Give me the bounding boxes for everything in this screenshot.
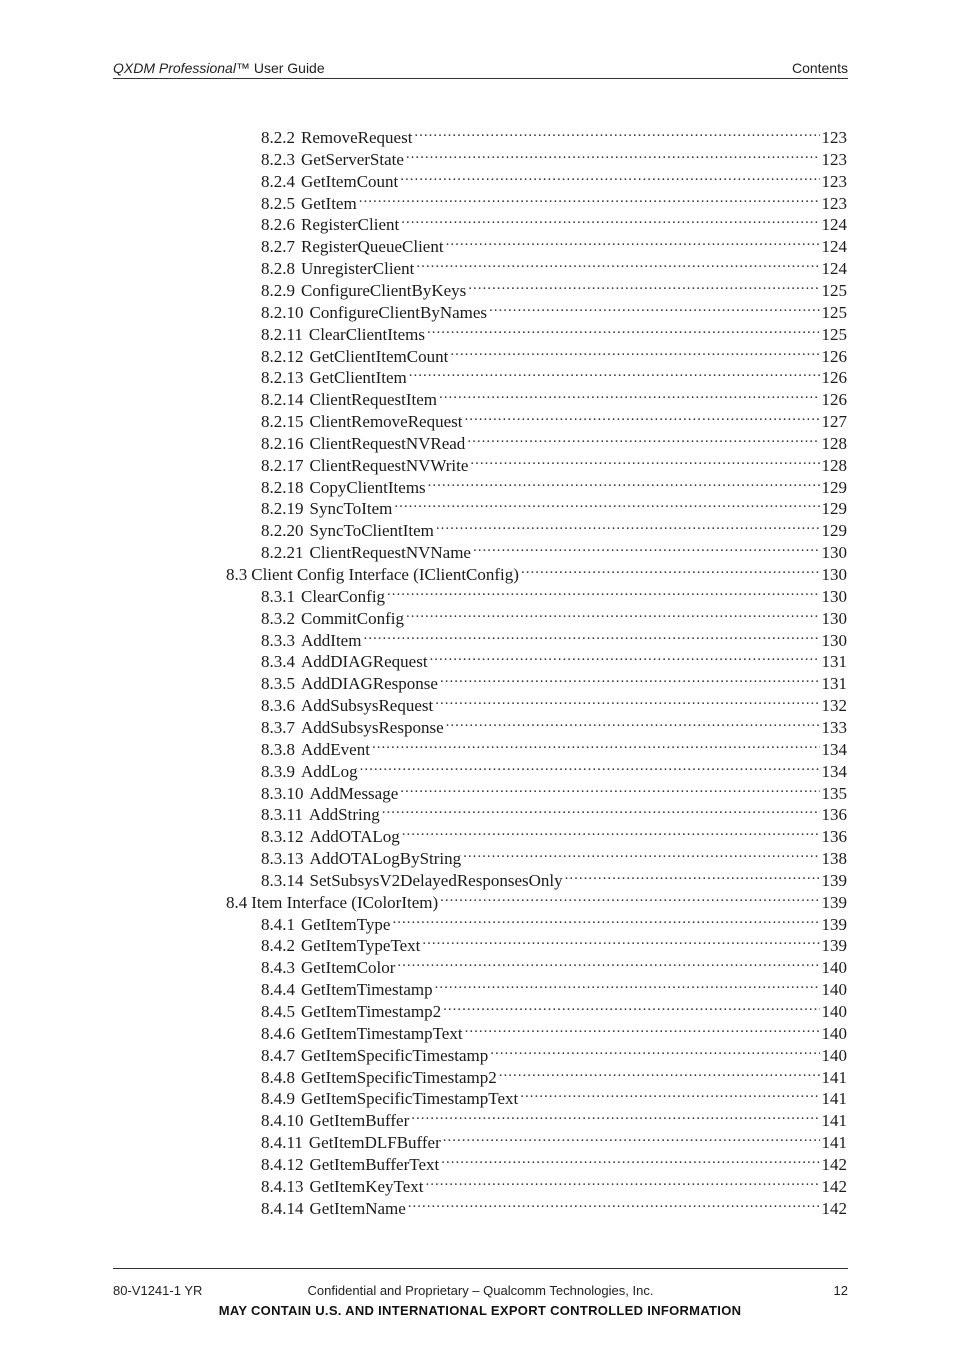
toc-entry-title: GetClientItemCount (309, 346, 449, 366)
toc-entry-number: 8.4 (226, 892, 248, 912)
toc-entry-number: 8.2.15 (261, 412, 304, 432)
toc-entry[interactable] (261, 624, 847, 650)
toc-dot-leader (430, 645, 820, 667)
toc-dot-leader (392, 908, 819, 930)
toc-entry-number: 8.2.2 (261, 128, 295, 147)
toc-dot-leader (387, 580, 819, 602)
toc-dot-leader (363, 624, 819, 646)
toc-entry-title: GetItemTypeText (301, 936, 421, 956)
toc-dot-leader (468, 274, 819, 296)
toc-dot-leader (427, 318, 819, 340)
toc-entry-number: 8.2.4 (261, 171, 295, 191)
toc-entry-title: GetItemColor (301, 958, 396, 978)
toc-entry-title: CopyClientItems (309, 477, 426, 497)
toc-entry-page: 141 (821, 1067, 847, 1087)
toc-entry-number: 8.4.9 (261, 1089, 295, 1109)
toc-entry-number: 8.2.21 (261, 543, 304, 563)
toc-entry-page: 130 (821, 608, 847, 628)
toc-entry-page: 126 (821, 368, 847, 388)
toc-entry-number: 8.4.1 (261, 914, 295, 934)
toc-entry[interactable] (261, 165, 847, 191)
toc-entry-page: 128 (821, 455, 847, 475)
toc-entry-page: 135 (821, 783, 847, 803)
toc-dot-leader (465, 1017, 820, 1039)
toc-entry-title: GetItemSpecificTimestamp (301, 1045, 489, 1065)
header-section: Contents (791, 60, 848, 76)
toc-entry-number: 8.4.14 (261, 1198, 304, 1218)
toc-entry-number: 8.4.3 (261, 958, 295, 978)
toc-entry-page: 123 (821, 149, 847, 169)
toc-entry-title: GetItem (301, 193, 357, 213)
toc-entry[interactable] (261, 580, 847, 606)
toc-entry-title: AddString (308, 805, 380, 825)
toc-entry-page: 124 (821, 215, 847, 235)
toc-entry-page: 139 (821, 870, 847, 890)
toc-entry-number: 8.3.1 (261, 586, 295, 606)
toc-entry[interactable] (261, 689, 847, 716)
toc-dot-leader (436, 514, 820, 536)
toc-dot-leader (402, 820, 820, 842)
toc-entry-number: 8.4.12 (261, 1154, 304, 1174)
toc-entry-title: AddEvent (301, 739, 370, 759)
toc-dot-leader (565, 864, 820, 886)
toc-dot-leader (394, 492, 819, 514)
toc-entry-title: Item Interface (IColorItem) (251, 892, 439, 912)
footer-confidential: Confidential and Proprietary – Qualcomm Technologies, Inc. (307, 1283, 654, 1298)
toc-entry[interactable] (261, 864, 847, 890)
toc-entry[interactable] (261, 449, 847, 475)
toc-entry-number: 8.4.13 (261, 1176, 304, 1196)
toc-entry-title: GetItemTimestamp2 (301, 1002, 442, 1021)
toc-entry-number: 8.4.7 (261, 1045, 295, 1065)
toc-entry[interactable] (261, 711, 847, 737)
toc-entry[interactable] (261, 230, 847, 257)
toc-entry-page: 140 (821, 958, 847, 978)
toc-entry-number: 8.3.7 (261, 717, 295, 737)
toc-entry-number: 8.4.5 (261, 1002, 295, 1021)
toc-entry-number: 8.3.9 (261, 761, 295, 781)
toc-entry[interactable] (261, 1104, 847, 1131)
toc-entry[interactable] (261, 514, 847, 541)
toc-entry-page: 123 (821, 128, 847, 147)
toc-entry-title: GetClientItem (309, 368, 407, 388)
toc-dot-leader (440, 886, 819, 908)
toc-dot-leader (406, 143, 820, 165)
toc-entry-title: GetItemTimestamp (301, 980, 433, 1000)
toc-entry-page: 125 (821, 302, 847, 322)
toc-entry-page: 140 (821, 980, 847, 1000)
toc-entry-title: RegisterQueueClient (301, 237, 444, 257)
page-header (113, 60, 848, 79)
toc-entry-page: 131 (821, 652, 847, 672)
toc-entry-title: GetItemDLFBuffer (308, 1133, 441, 1153)
toc-dot-leader (464, 405, 819, 427)
toc-entry-page: 123 (821, 171, 847, 191)
toc-entry[interactable] (261, 427, 847, 453)
toc-entry-title: ClientRemoveRequest (309, 412, 463, 432)
toc-dot-leader (411, 1104, 819, 1126)
toc-entry-title: ConfigureClientByKeys (301, 280, 467, 300)
toc-dot-leader (372, 733, 820, 755)
toc-entry-title: SetSubsysV2DelayedResponsesOnly (309, 870, 563, 890)
toc-entry[interactable] (261, 471, 847, 497)
toc-entry[interactable] (261, 274, 847, 300)
toc-entry-title: GetItemType (301, 914, 391, 934)
toc-entry[interactable] (261, 1126, 847, 1153)
toc-dot-leader (397, 951, 819, 973)
toc-entry[interactable] (261, 973, 847, 1000)
toc-entry-page: 136 (821, 827, 847, 847)
toc-entry[interactable] (261, 361, 847, 388)
toc-entry-title: SyncToItem (309, 499, 393, 519)
toc-entry-number: 8.3.2 (261, 608, 295, 628)
export-notice: MAY CONTAIN U.S. AND INTERNATIONAL EXPORT CONTROLLED INFORMATION (218, 1303, 742, 1318)
toc-entry-title: GetItemName (309, 1198, 406, 1218)
toc-entry-page: 136 (821, 805, 847, 825)
toc-entry-page: 141 (821, 1089, 847, 1109)
toc-entry[interactable] (261, 777, 847, 803)
toc-entry-number: 8.3.10 (261, 783, 304, 803)
toc-entry-page: 125 (821, 324, 847, 344)
toc-entry[interactable] (261, 121, 847, 147)
toc-entry-title: AddSubsysResponse (301, 717, 444, 737)
toc-entry-title: GetServerState (301, 149, 404, 169)
toc-dot-leader (440, 667, 820, 689)
toc-entry-page: 142 (821, 1198, 847, 1218)
toc-entry[interactable] (226, 886, 847, 912)
header-title (113, 60, 325, 76)
toc-entry-page: 123 (821, 193, 847, 213)
toc-entry-title: ClearClientItems (308, 324, 426, 344)
footer-doc-number: 80-V1241-1 YR (113, 1283, 203, 1298)
toc-entry-page: 127 (821, 412, 847, 432)
toc-dot-leader (406, 602, 820, 624)
toc-entry-number: 8.2.18 (261, 477, 304, 497)
toc-entry-number: 8.3.11 (261, 805, 303, 825)
toc-entry-title: ClientRequestNVRead (309, 433, 466, 453)
toc-entry-page: 129 (821, 521, 847, 541)
toc-dot-leader (450, 340, 819, 362)
toc-entry-number: 8.2.12 (261, 346, 304, 366)
header-title-product: QXDM Professional™ (113, 60, 250, 76)
toc-entry-title: RegisterClient (301, 215, 400, 235)
toc-entry-number: 8.2.8 (261, 259, 295, 279)
toc-entry-title: CommitConfig (301, 608, 404, 628)
toc-entry-page: 134 (821, 761, 847, 781)
toc-entry-page: 124 (821, 259, 847, 279)
toc-dot-leader (435, 973, 820, 995)
toc-entry-page: 131 (821, 674, 847, 694)
toc-entry-title: UnregisterClient (301, 259, 415, 279)
toc-entry[interactable] (261, 1082, 847, 1109)
toc-dot-leader (489, 296, 819, 318)
toc-entry-number: 8.3.13 (261, 849, 304, 869)
toc-entry-page: 130 (821, 543, 847, 563)
toc-dot-leader (382, 798, 820, 820)
toc-entry[interactable] (261, 1192, 847, 1218)
toc-entry-page: 138 (821, 849, 847, 869)
toc-dot-leader (520, 1082, 819, 1104)
toc-dot-leader (428, 471, 820, 493)
toc-entry-number: 8.2.11 (261, 324, 303, 344)
toc-entry-number: 8.2.16 (261, 433, 304, 453)
toc-entry-page: 129 (821, 499, 847, 519)
toc-entry-title: GetItemKeyText (309, 1176, 424, 1196)
toc-entry-title: AddDIAGRequest (301, 652, 428, 672)
toc-entry[interactable] (261, 1148, 847, 1174)
toc-entry-page: 126 (821, 390, 847, 410)
toc-entry-title: ClearConfig (301, 586, 386, 606)
toc-dot-leader (422, 929, 819, 951)
toc-dot-leader (499, 1061, 820, 1083)
toc-dot-leader (463, 842, 819, 864)
toc-entry[interactable] (261, 820, 847, 847)
toc-entry-number: 8.2.13 (261, 368, 304, 388)
toc-entry[interactable] (261, 929, 847, 956)
footer-page-number: 12 (833, 1283, 848, 1298)
toc-entry-number: 8.3.3 (261, 630, 295, 650)
toc-entry-title: AddOTALog (309, 827, 400, 847)
toc-dot-leader (408, 1192, 820, 1214)
toc-entry[interactable] (261, 951, 847, 978)
toc-entry-title: ClientRequestNVName (309, 543, 471, 563)
toc-entry-title: AddLog (301, 761, 358, 781)
toc-entry-page: 142 (821, 1176, 847, 1196)
toc-entry[interactable] (261, 995, 847, 1021)
toc-entry-page: 140 (821, 1045, 847, 1065)
toc-entry-number: 8.2.14 (261, 390, 304, 410)
toc-entry-title: GetItemTimestampText (301, 1023, 463, 1043)
toc-entry-number: 8.3.5 (261, 674, 295, 694)
toc-entry-number: 8.3.14 (261, 870, 304, 890)
toc-entry[interactable] (261, 208, 847, 235)
toc-entry-number: 8.4.8 (261, 1067, 295, 1087)
toc-entry[interactable] (226, 558, 847, 584)
toc-dot-leader (409, 361, 820, 383)
toc-entry-page: 126 (821, 346, 847, 366)
toc-entry-page: 124 (821, 237, 847, 257)
toc-entry-number: 8.2.7 (261, 237, 295, 257)
toc-dot-leader (435, 689, 819, 711)
toc-entry-page: 130 (821, 586, 847, 606)
toc-dot-leader (416, 252, 819, 274)
toc-entry[interactable] (261, 187, 847, 213)
toc-dot-leader (400, 777, 819, 799)
toc-entry-page: 139 (821, 892, 847, 912)
toc-dot-leader (521, 558, 820, 580)
toc-entry[interactable] (261, 908, 847, 934)
toc-entry[interactable] (261, 1017, 847, 1043)
toc-entry-page: 132 (821, 696, 847, 716)
toc-entry-title: AddItem (301, 630, 362, 650)
toc-entry-page: 130 (821, 630, 847, 650)
toc-dot-leader (441, 1148, 819, 1170)
toc-entry-number: 8.2.5 (261, 193, 295, 213)
toc-entry[interactable] (261, 492, 847, 519)
toc-dot-leader (426, 1170, 820, 1192)
toc-entry-page: 142 (821, 1154, 847, 1174)
toc-entry[interactable] (261, 842, 847, 869)
toc-entry-number: 8.2.17 (261, 455, 304, 475)
toc-entry-title: GetItemSpecificTimestampText (301, 1089, 519, 1109)
toc-entry[interactable] (261, 252, 847, 279)
toc-dot-leader (439, 383, 820, 405)
toc-entry[interactable] (261, 602, 847, 628)
toc-entry-title: GetItemSpecificTimestamp2 (301, 1067, 497, 1087)
toc-entry[interactable] (261, 340, 847, 366)
toc-dot-leader (360, 755, 820, 777)
toc-entry-number: 8.2.20 (261, 521, 304, 541)
toc-entry-number: 8.4.11 (261, 1133, 303, 1153)
toc-entry-number: 8.2.3 (261, 149, 295, 169)
toc-entry-number: 8.2.10 (261, 302, 304, 322)
toc-entry-page: 140 (821, 1023, 847, 1043)
toc-entry[interactable] (261, 318, 847, 344)
toc-entry-number: 8.4.2 (261, 936, 295, 956)
toc-entry-title: RemoveRequest (301, 128, 413, 147)
toc-entry-number: 8.4.10 (261, 1111, 304, 1131)
toc-entry-label (261, 1198, 408, 1220)
toc-entry-page: 134 (821, 739, 847, 759)
toc-entry-page: 133 (821, 717, 847, 737)
toc-entry[interactable] (261, 755, 847, 781)
toc-dot-leader (446, 711, 820, 733)
toc-entry[interactable] (261, 296, 847, 322)
toc-entry[interactable] (261, 798, 847, 825)
footer-divider (113, 1268, 848, 1269)
toc-entry-number: 8.2.9 (261, 280, 295, 300)
toc-entry-number: 8.3.12 (261, 827, 304, 847)
toc-entry-page: 141 (821, 1133, 847, 1153)
toc-entry-title: ConfigureClientByNames (309, 302, 488, 322)
toc-entry-title: SyncToClientItem (309, 521, 434, 541)
toc-entry[interactable] (261, 667, 847, 694)
toc-entry-title: ClientRequestItem (309, 390, 437, 410)
toc-entry-title: ClientRequestNVWrite (309, 455, 469, 475)
toc-dot-leader (400, 165, 819, 187)
toc-entry-title: Client Config Interface (IClientConfig) (251, 565, 519, 584)
toc-entry[interactable] (261, 1170, 847, 1196)
toc-entry[interactable] (261, 645, 847, 672)
toc-dot-leader (470, 449, 819, 471)
toc-entry[interactable] (261, 1061, 847, 1087)
toc-dot-leader (443, 1126, 820, 1148)
toc-dot-leader (446, 230, 820, 252)
toc-entry-page: 139 (821, 914, 847, 934)
toc-entry-number: 8.4.6 (261, 1023, 295, 1043)
toc-entry[interactable] (261, 536, 847, 563)
toc-dot-leader (414, 121, 819, 143)
toc-entry-number: 8.2.6 (261, 215, 295, 235)
toc-dot-leader (490, 1039, 819, 1061)
toc-entry-title: GetItemBufferText (309, 1154, 440, 1174)
toc-dot-leader (401, 208, 819, 230)
toc-entry-number: 8.3.4 (261, 652, 295, 672)
toc-entry[interactable] (261, 733, 847, 759)
toc-entry-page: 130 (821, 565, 847, 584)
toc-entry-title: AddDIAGResponse (301, 674, 438, 694)
toc-entry[interactable] (261, 1039, 847, 1065)
toc-entry-page: 129 (821, 477, 847, 497)
toc-entry[interactable] (261, 405, 847, 432)
toc-entry-title: AddSubsysRequest (301, 696, 434, 716)
toc-entry-number: 8.3 (226, 565, 248, 584)
toc-entry-title: AddOTALogByString (309, 849, 462, 869)
toc-dot-leader (443, 995, 819, 1017)
toc-entry-page: 141 (821, 1111, 847, 1131)
toc-entry-number: 8.4.4 (261, 980, 295, 1000)
toc-entry-title: GetItemCount (301, 171, 399, 191)
toc-entry[interactable] (261, 143, 847, 169)
toc-entry-page: 140 (821, 1002, 847, 1021)
toc-entry-title: GetItemBuffer (309, 1111, 410, 1131)
toc-entry-page: 125 (821, 280, 847, 300)
toc-dot-leader (467, 427, 819, 449)
toc-entry-number: 8.3.8 (261, 739, 295, 759)
toc-entry-page: 128 (821, 433, 847, 453)
toc-entry-page: 139 (821, 936, 847, 956)
toc-entry-title: AddMessage (309, 783, 399, 803)
toc-dot-leader (359, 187, 820, 209)
toc-entry[interactable] (261, 383, 847, 410)
toc-entry-number: 8.3.6 (261, 696, 295, 716)
header-title-rest: User Guide (249, 60, 325, 76)
toc-entry-number: 8.2.19 (261, 499, 304, 519)
toc-dot-leader (473, 536, 820, 558)
